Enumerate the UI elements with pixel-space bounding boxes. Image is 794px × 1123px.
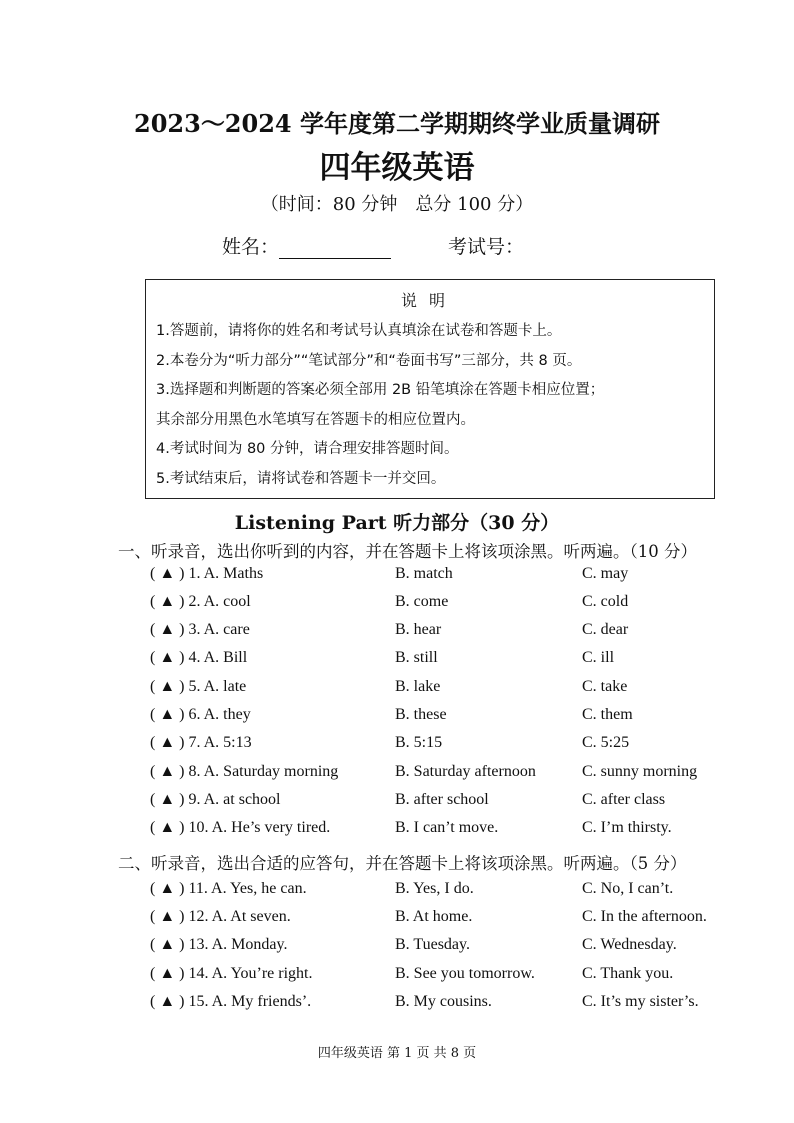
option-b[interactable]: B. Yes, I do. — [395, 880, 474, 897]
instruction-line: 其余部分用黑色水笔填写在答题卡的相应位置内。 — [156, 411, 475, 428]
option-a[interactable]: ( ▲ ) 9. A. at school — [150, 791, 281, 808]
option-b[interactable]: B. I can’t move. — [395, 819, 499, 836]
option-c[interactable]: C. I’m thirsty. — [582, 819, 672, 836]
option-b[interactable]: B. 5:15 — [395, 734, 443, 751]
option-c[interactable]: C. sunny morning — [582, 763, 698, 780]
option-b[interactable]: B. come — [395, 593, 449, 610]
question-row — [150, 649, 750, 671]
option-c[interactable]: C. may — [582, 565, 629, 582]
question-row — [150, 936, 750, 958]
option-c[interactable]: C. Thank you. — [582, 965, 674, 982]
question-row — [150, 791, 750, 813]
option-a[interactable]: ( ▲ ) 15. A. My friends’. — [150, 993, 312, 1010]
option-b[interactable]: B. My cousins. — [395, 993, 492, 1010]
option-c[interactable]: C. 5:25 — [582, 734, 630, 751]
option-a[interactable]: ( ▲ ) 3. A. care — [150, 621, 250, 638]
section-title: Listening Part 听力部分（30 分） — [234, 512, 560, 534]
exam-title: 2023～2024 学年度第二学期期终学业质量调研 — [134, 109, 660, 138]
option-c[interactable]: C. cold — [582, 593, 629, 610]
question-row — [150, 621, 750, 643]
option-b[interactable]: B. Saturday afternoon — [395, 763, 536, 780]
question-row — [150, 880, 750, 902]
question-row — [150, 565, 750, 587]
exam-number-label: 考试号： — [448, 236, 525, 258]
instruction-line: 2.本卷分为“听力部分”“笔试部分”和“卷面书写”三部分，共 8 页。 — [156, 352, 582, 369]
option-a[interactable]: ( ▲ ) 1. A. Maths — [150, 565, 264, 582]
option-a[interactable]: ( ▲ ) 10. A. He’s very tired. — [150, 819, 331, 836]
instructions-heading: 说明 — [400, 291, 457, 310]
instruction-line: 3.选择题和判断题的答案必须全部用 2B 铅笔填涂在答题卡相应位置； — [156, 382, 605, 398]
option-c[interactable]: C. take — [582, 678, 628, 695]
option-c[interactable]: C. after class — [582, 791, 666, 808]
option-b[interactable]: B. At home. — [395, 908, 473, 925]
option-b[interactable]: B. hear — [395, 621, 442, 638]
option-a[interactable]: ( ▲ ) 14. A. You’re right. — [150, 965, 313, 982]
option-c[interactable]: C. It’s my sister’s. — [582, 993, 699, 1010]
option-c[interactable]: C. No, I can’t. — [582, 880, 674, 897]
option-b[interactable]: B. lake — [395, 678, 441, 695]
instructions-box — [145, 279, 715, 499]
part1-instruction: 一、听录音，选出你听到的内容，并在答题卡上将该项涂黑。听两遍。（10 分） — [118, 542, 697, 561]
name-blank[interactable] — [279, 238, 391, 259]
option-a[interactable]: ( ▲ ) 4. A. Bill — [150, 649, 248, 666]
exam-number-row — [448, 232, 524, 259]
option-a[interactable]: ( ▲ ) 8. A. Saturday morning — [150, 763, 339, 780]
question-row — [150, 593, 750, 615]
option-a[interactable]: ( ▲ ) 11. A. Yes, he can. — [150, 880, 307, 897]
option-a[interactable]: ( ▲ ) 5. A. late — [150, 678, 247, 695]
page-footer: 四年级英语 第 1 页 共 8 页 — [317, 1046, 477, 1061]
option-b[interactable]: B. match — [395, 565, 453, 582]
question-row — [150, 819, 750, 841]
option-c[interactable]: C. Wednesday. — [582, 936, 677, 953]
option-b[interactable]: B. still — [395, 649, 438, 666]
name-field-row — [222, 232, 391, 259]
question-row — [150, 908, 750, 930]
instruction-line: 4.考试时间为 80 分钟，请合理安排答题时间。 — [156, 441, 459, 457]
option-b[interactable]: B. after school — [395, 791, 489, 808]
question-row — [150, 734, 750, 756]
question-row — [150, 993, 750, 1015]
option-a[interactable]: ( ▲ ) 2. A. cool — [150, 593, 251, 610]
instruction-line: 1.答题前，请将你的姓名和考试号认真填涂在试卷和答题卡上。 — [156, 323, 562, 339]
instruction-line: 5.考试结束后，请将试卷和答题卡一并交回。 — [156, 470, 446, 487]
option-a[interactable]: ( ▲ ) 7. A. 5:13 — [150, 734, 252, 751]
question-row — [150, 763, 750, 785]
name-label: 姓名： — [222, 236, 280, 258]
option-a[interactable]: ( ▲ ) 12. A. At seven. — [150, 908, 291, 925]
time-info: （时间：80 分钟 总分 100 分） — [260, 194, 534, 215]
option-c[interactable]: C. ill — [582, 649, 615, 666]
question-row — [150, 965, 750, 987]
question-row — [150, 706, 750, 728]
option-c[interactable]: C. In the afternoon. — [582, 908, 707, 925]
option-c[interactable]: C. them — [582, 706, 633, 723]
option-a[interactable]: ( ▲ ) 6. A. they — [150, 706, 251, 723]
option-b[interactable]: B. Tuesday. — [395, 936, 470, 953]
exam-subject: 四年级英语 — [319, 150, 475, 186]
question-row — [150, 678, 750, 700]
part2-instruction: 二、听录音，选出合适的应答句，并在答题卡上将该项涂黑。听两遍。（5 分） — [118, 854, 687, 873]
option-c[interactable]: C. dear — [582, 621, 629, 638]
option-a[interactable]: ( ▲ ) 13. A. Monday. — [150, 936, 288, 953]
option-b[interactable]: B. See you tomorrow. — [395, 965, 535, 982]
option-b[interactable]: B. these — [395, 706, 447, 723]
